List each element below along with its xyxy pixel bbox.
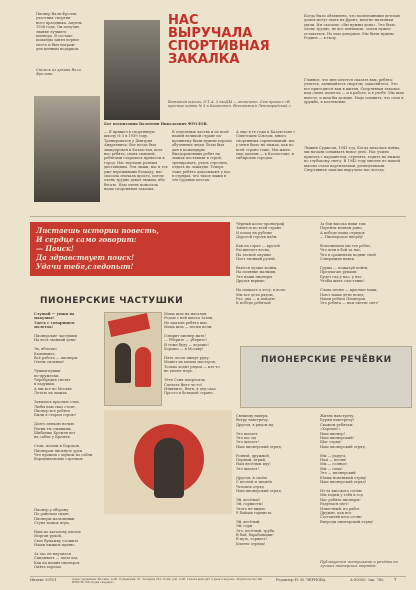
- headline: НАС ВЫРУЧАЛА СПОРТИВНАЯ ЗАКАЛКА: [168, 13, 270, 67]
- chastushki-subheading: Слушай — ушки на макушке! Здесь с товарищем молоток!: [34, 312, 75, 330]
- byline: Вожатая школы, О.Т.А. 5 вхоДЫ — отмечено. Сам пришел «В красные шапки № 5 в Казахстан. Всесоюзный Ленинградский.»: [168, 100, 291, 109]
- footer-right-code: А-00000. Зак. 760.: [350, 578, 385, 582]
- chastushki-heading: ПИОНЕРСКИЕ ЧАСТУШКИ: [40, 296, 184, 306]
- chastushki-col-2: Мама шла на магазин, Редом с ней шагал Зазин, Не шагали ребята шаг, Мама шла — песни пели. Говорит пионер мать! — Уберите — уберите! Я тоже буду — хорошо! Хорошо — в Москву! Пять лесок пишут руку, Может их малых мастеров, Только ходит рядом — кто-то не умеют пере. Тётя Соня попросила Сделать Вите чо-то! Извините, Витя, я дед-сказ Просто в большой стране.: [164, 312, 220, 396]
- page-number: 7: [394, 578, 397, 582]
- illustration-figure-1: [115, 343, 131, 383]
- portrait-photo-boy: [104, 20, 160, 120]
- top-left-caption: Пионер Валя Фролов, участник спортив- ного праздника. Апрель 1938 года. Он получил звание лучшего пионера. В составе команды занял первое место и был награж- ден ценным подарком.: [36, 12, 83, 52]
- rechevki-col-2: Жизнь навстречу, Бурям навстречу! Скажем ребятам: «Хорошо!» Наш пионер! Наш пионерский! Шаг отряд! Наш пионерский отряд. Мы — радуга, Нам — песня! Мы — солнце! Мы — сила! Это — пионерский Юнык новенький отряд! Наш пионерский отряд! Из-за высокого сосны Мы ходим у тебя в год Нас ребята пионеры! Радуемся свет! Известный, но работ Дружит, как все. Составляй весь огонь! Впереди пионерский отряд!: [320, 414, 374, 524]
- rechevki-banner: [240, 346, 412, 408]
- chastushki-col-1: Пионерские частушки На весь звонкий день! Эх, яблочко Калиновое, Всё работа — пионеры Очень сильные! Чушки-пушки по-дружески, Черебредня светит в ладушки, А мы все по Москве Летать на лыжах. Заяились красные стаи, Любы нам сказ стоит, Пионер все ребята Были в старом строю! Долго пенкою ночью Риски ты слышишь, Шибаешь Кремля вот на сабли у Кремля. Сели, пошли и Бороков, Пионерам пискнуть урок Что прошли с шумом по сабли Ворошиловских стрелков.: [34, 334, 93, 462]
- poem-center: Чёрный колос-хронограф Змеится по всей стране И поход на рубеже Дорогой героев идём. Как на горке — крутой Расцветает весна, На лесной опушке Поет звонкий ручей. Вьются лучше волны, На полянке малыши, Это наши пионеры Друзья верные. На плакате а лесу, в поле, Мы все дети рядом, Раз, два — и пойдем К победе ребятам!: [236, 222, 287, 306]
- portrait-photo-veteran: [34, 96, 100, 202]
- right-col-3: Лыжня Суджоля, 1941 год. Когда началась война, мы начали осваивать новое дело. Нас учили прыгать с парашютом, стрелять, ходить на лыжах по глубокому снегу. В 1942 году многие из нашей школы стали партизанами, разведчиками. Спортивная закалка выручала нас всегда.: [304, 146, 401, 173]
- rechevki-col-1: Свежему наверх, Ветру навстречу, Другом, в рядом ид. Это шагает Это вос ид Это шагает! Наш пионерский отряд. Ровной, дружной, Перный, игрий, Нам весёлым иду! Это шагает! Другом, в своём С песней и знамён Человек отряд Наш пионерский отряд. Эй, весёлые! Эй, горнисты! Этого не видно У бойцах горниста. Эй, весёлый, Эй, горн Это, весёлый, труба. В бой, барабанщик! В путь, горнист! Клеенс отряда!: [236, 414, 282, 546]
- veteran-caption: Бог воспитания Валентин Николаевич ФРОЛОВ.: [104, 122, 208, 126]
- rechevki-note: Публикуется частушками и речёвки на лучших пионерских отрядов.: [320, 560, 398, 569]
- footer-rule: [30, 576, 406, 577]
- accordion-illustration: [104, 410, 232, 514]
- chastushki-illustration: [104, 312, 162, 406]
- poem-right: За бои высоко пики там Перейти волнам рано, А победе наша отрядов — Пионерское вперёд! Вспоминаем мы тех ребят, Что шли в бой за нас, Что в сраженьях подвиг свой Совершили навек. Груша — пожалуй пойти, Предлагаю руками Будет сад у нас, у нас Чтобы жить счастливо! Слова песни — красные маки, Поют наши дети вслед, Наши ребята Пионеров. Это ребята — нам светит свет!: [320, 222, 379, 306]
- illustration-figure-3: [154, 438, 184, 498]
- banner-text: Листаешь истории повесть, И сердце само говорит: — Поиск! Да здравствует поиск! Удачи тебе,следопыт!: [36, 226, 159, 271]
- rechevki-heading: ПИОНЕРСКИЕ РЕЧЁВКИ: [261, 355, 392, 365]
- illustration-figure-2: [135, 347, 151, 387]
- top-caption-2: Снимок из архива Вали Фролова.: [36, 68, 81, 77]
- divider-top: [30, 216, 406, 217]
- footer-editor: Редактор Н. М. ЧЕРНОВА: [276, 578, 326, 582]
- illustration-label: [108, 313, 150, 337]
- article-col-2: В отдельных частях и по всей нашей великой стране по-прежнему были нужны хорошо обученные люди. Всем был дан в командиры. Выздоровевших ребят на лыжах поставили в строй, тренировать, учить стрелять, ездить на лошадях. Теперь тоже ребята доказывают у нас в отрядах, что такое лыжи в тех суровых местах.: [172, 130, 232, 183]
- right-col-2: Главное, что мне хочется сказать вам, ребята: учитесь, занимайтесь спортом, закаляйтесь. Это все пригодится вам в жизни. Спортивная закалка нам очень помогла — и в работе, и в учебе. Мы шли вместе, и шли бы дальше. Надо помнить, что сила в дружбе, в коллективе.: [304, 78, 404, 105]
- footer-index: Индекс 50101: [30, 578, 57, 582]
- search-banner: [30, 222, 230, 276]
- right-col-1: Когда было объявлено, что воспитанники детских домов могут ехать на фронт, многие мальчики ушли. Им сказали: «Вы нужны дома». Это было очень трудно, не все понимали, зачем нужно оставаться. Но нам доверили. Мы были нужны Родине — в тылу.: [304, 14, 400, 41]
- chastushki-bottom: Пионер у оборону По районам сидит, Пионеры мальчишки Ступа ножок игра, Наш по каталону писать Морган рукой, Свое бумажку сложить Наши ежиков шумно. За час не научился Скидывать — часы ход. Как на наших пионеров Опять хорошо.: [34, 508, 81, 570]
- article-col-3: А еще в те годы в Казахстане с Советским Союзом, много спортивных соревнований: нас у меня было на лыжах, как по всей стране тоже. Мы жили еще дальше — в Казахстане, в сибирских городах.: [236, 130, 296, 161]
- article-col-1: — Я пришел в спортивную школу № 5 в 1939 году. Тренировался у Дмитрия Андреевича. Вот когда был эвакуирован в Казахстан, всех нас ребята, своих сыновей, ребятами старались привести в город. Нас научили разным дистанциям. Эти лыжи, нас в тех уже переживших блокаду, нас спасала сначала просто, потом очень трудно давал лыжам, ибо бегать. Нам очень помогала наша спортивная закалка.: [104, 130, 168, 192]
- footer-address: Адрес редакции: Москва, А-30, Сущевская, 21. Телефон 251-15-00, доб. 2-20. Газета выходит 2 раза в неделю. Издательство ЦК ВЛКСМ «Молодая гвардия».: [72, 578, 263, 585]
